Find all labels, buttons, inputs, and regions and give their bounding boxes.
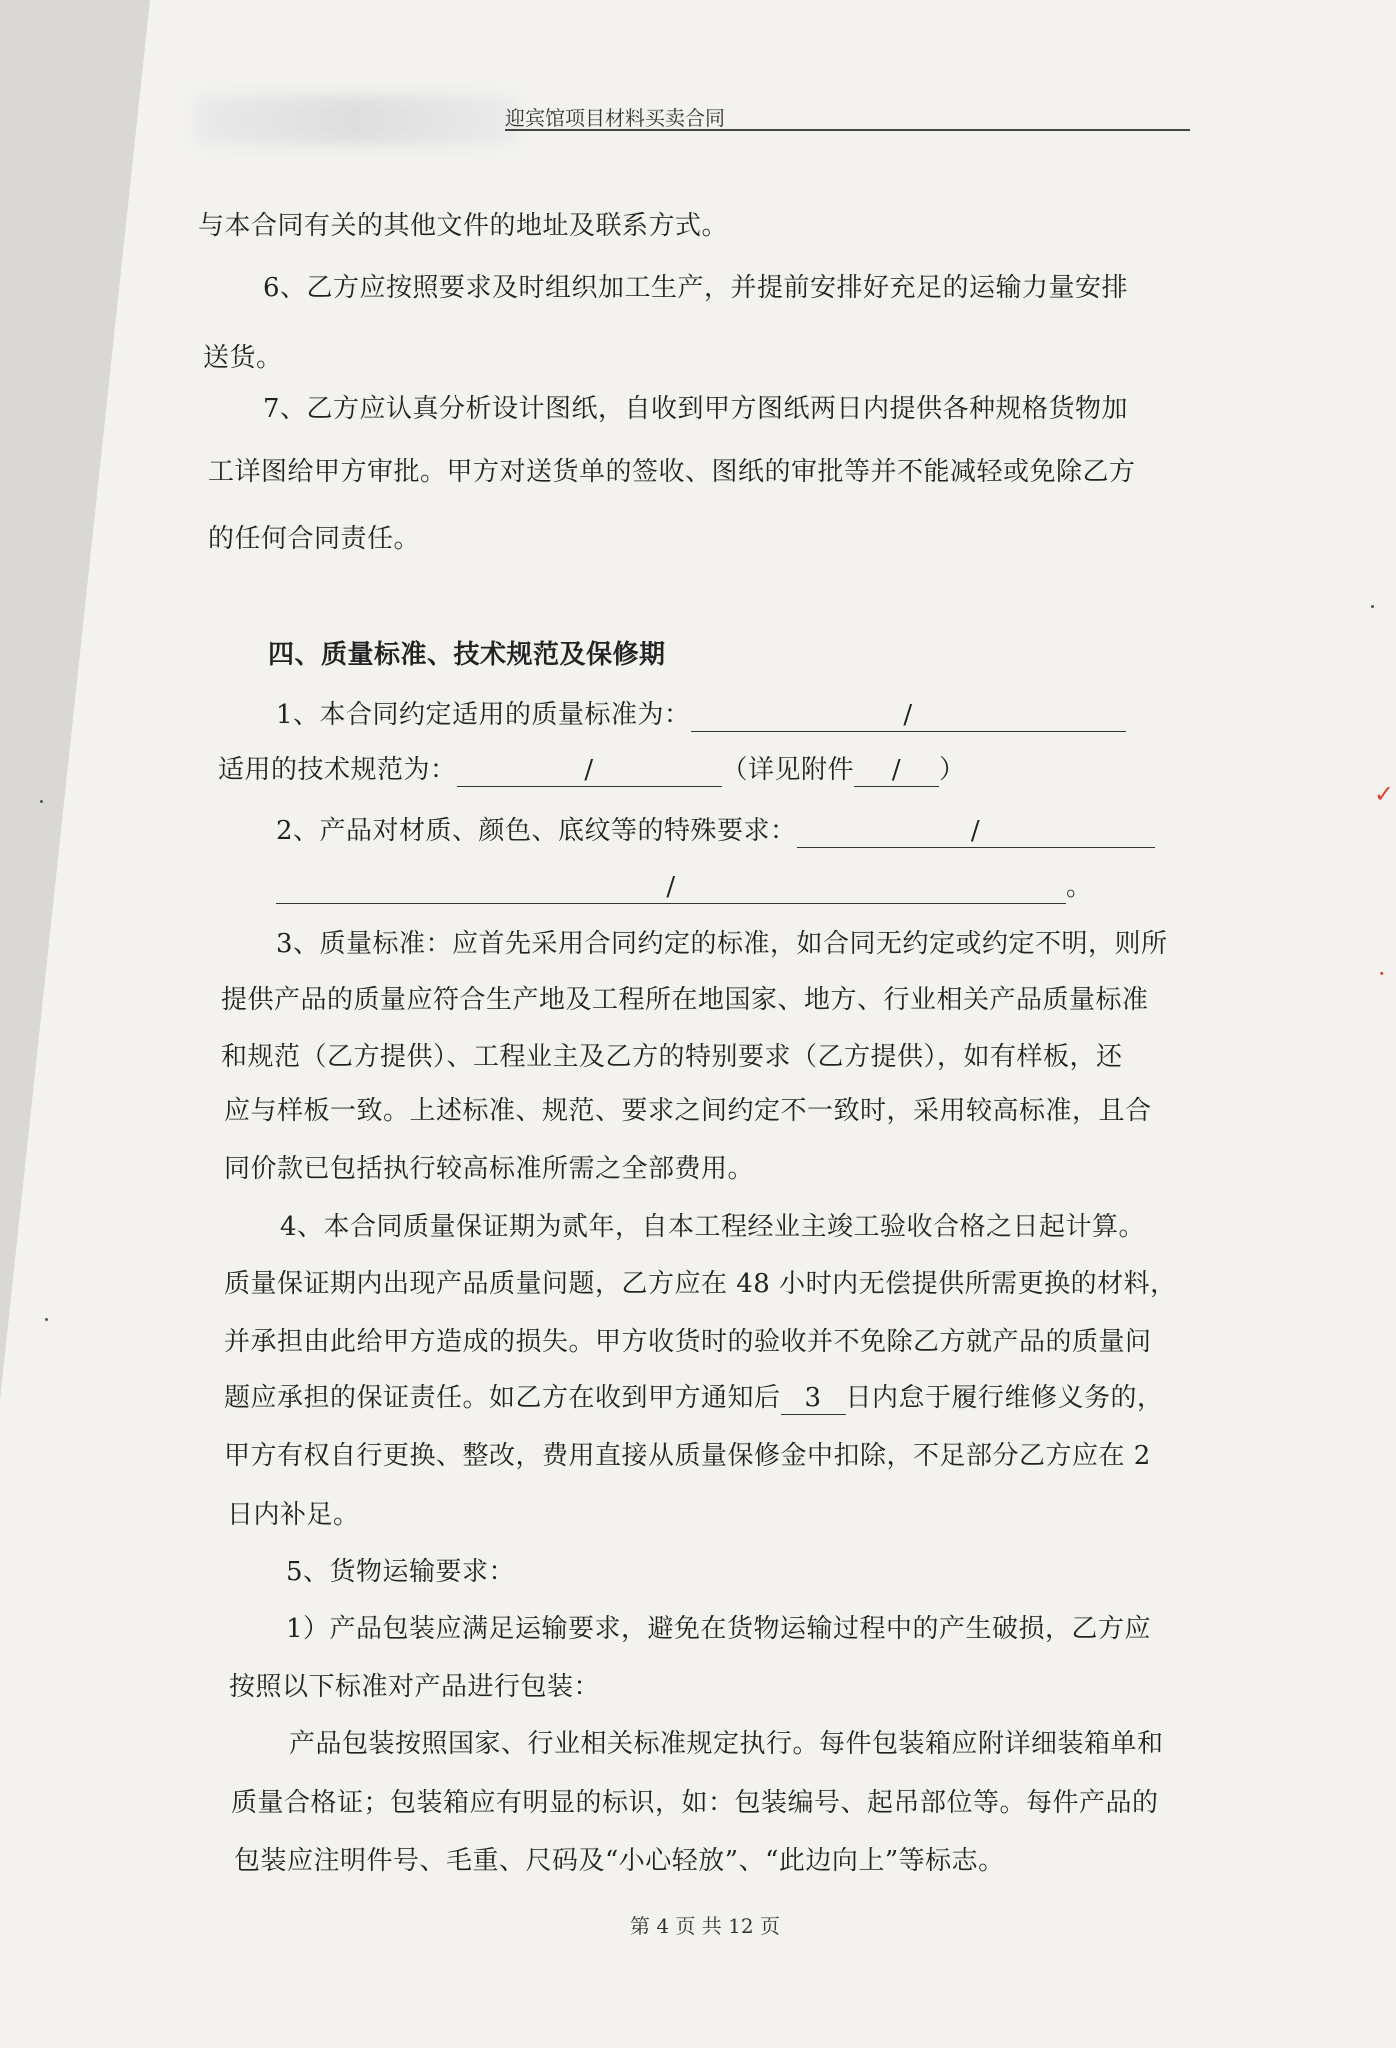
- text-line: 和规范（乙方提供）、工程业主及乙方的特别要求（乙方提供），如有样板，还: [221, 1042, 1123, 1072]
- text-line: 包装应注明件号、毛重、尺码及“小心轻放”、“此边向上”等标志。: [234, 1846, 1005, 1876]
- field-label: ）: [939, 755, 966, 785]
- quality-standard-line: [276, 694, 1126, 732]
- header-rule: [505, 129, 1190, 131]
- text-line: 应与样板一致。上述标准、规范、要求之间约定不一致时，采用较高标准，且合: [224, 1096, 1152, 1126]
- page-fold-shadow: [0, 0, 150, 1400]
- attachment-field: /: [854, 756, 939, 787]
- quality-standard-field: /: [691, 701, 1126, 732]
- text-line: 工详图给甲方审批。甲方对送货单的签收、图纸的审批等并不能减轻或免除乙方: [208, 457, 1136, 487]
- text-line: 质量保证期内出现产品质量问题，乙方应在 48 小时内无偿提供所需更换的材料，: [224, 1269, 1177, 1299]
- text-line: 3、质量标准：应首先采用合同约定的标准，如合同无约定或约定不明，则所: [276, 929, 1168, 959]
- text-line: 与本合同有关的其他文件的地址及联系方式。: [198, 211, 729, 241]
- scan-speck: [45, 1318, 48, 1321]
- page-number: 第 4 页 共 12 页: [630, 1914, 780, 1938]
- field-label: 1、本合同约定适用的质量标准为：: [276, 700, 691, 730]
- notice-days-field: 3: [781, 1384, 846, 1415]
- text-line: 5、货物运输要求：: [286, 1557, 516, 1587]
- scan-speck: [1371, 605, 1374, 608]
- header-title: 迎宾馆项目材料买卖合同: [505, 106, 725, 130]
- text-line: 同价款已包括执行较高标准所需之全部费用。: [224, 1154, 755, 1184]
- text-line: 1）产品包装应满足运输要求，避免在货物运输过程中的产生破损，乙方应: [286, 1614, 1152, 1644]
- text-line: 6、乙方应按照要求及时组织加工生产，并提前安排好充足的运输力量安排: [263, 273, 1129, 303]
- technical-spec-line: [218, 749, 966, 787]
- text-line: 提供产品的质量应符合生产地及工程所在地国家、地方、行业相关产品质量标准: [221, 985, 1149, 1015]
- text-line: 的任何合同责任。: [208, 524, 421, 554]
- text-line: 并承担由此给甲方造成的损失。甲方收货时的验收并不免除乙方就产品的质量问: [224, 1327, 1152, 1357]
- special-requirements-line: [276, 810, 1155, 848]
- scan-speck: [40, 800, 43, 803]
- section-heading: 四、质量标准、技术规范及保修期: [268, 640, 666, 670]
- field-label: （详见附件: [721, 755, 855, 785]
- text-line: 甲方有权自行更换、整改，费用直接从质量保修金中扣除，不足部分乙方应在 2: [224, 1441, 1151, 1471]
- redacted-company-name: [195, 95, 515, 145]
- text-line: 质量合格证；包装箱应有明显的标识，如：包装编号、起吊部位等。每件产品的: [231, 1788, 1159, 1818]
- text-line: 送货。: [203, 343, 283, 373]
- text-line: 按照以下标准对产品进行包装：: [229, 1672, 601, 1702]
- technical-spec-field: /: [457, 756, 722, 787]
- notice-days-line: [224, 1377, 1164, 1415]
- red-stamp-edge: ✓: [1374, 780, 1395, 808]
- field-label: 适用的技术规范为：: [218, 755, 457, 785]
- text-line: 日内补足。: [227, 1500, 360, 1530]
- special-requirements-field-2: /: [276, 873, 1066, 904]
- red-stamp-edge: ·: [1378, 960, 1386, 988]
- text-line: 7、乙方应认真分析设计图纸，自收到甲方图纸两日内提供各种规格货物加: [263, 394, 1129, 424]
- special-requirements-field: /: [797, 817, 1155, 848]
- special-requirements-line-2: [276, 866, 1093, 904]
- text-line: 产品包装按照国家、行业相关标准规定执行。每件包装箱应附详细装箱单和: [289, 1729, 1164, 1759]
- field-label: 题应承担的保证责任。如乙方在收到甲方通知后: [224, 1383, 781, 1413]
- field-label: 2、产品对材质、颜色、底纹等的特殊要求：: [276, 816, 797, 846]
- text-line: 4、本合同质量保证期为贰年，自本工程经业主竣工验收合格之日起计算。: [280, 1212, 1146, 1242]
- field-label: 日内怠于履行维修义务的，: [845, 1383, 1164, 1413]
- field-end: 。: [1066, 872, 1093, 902]
